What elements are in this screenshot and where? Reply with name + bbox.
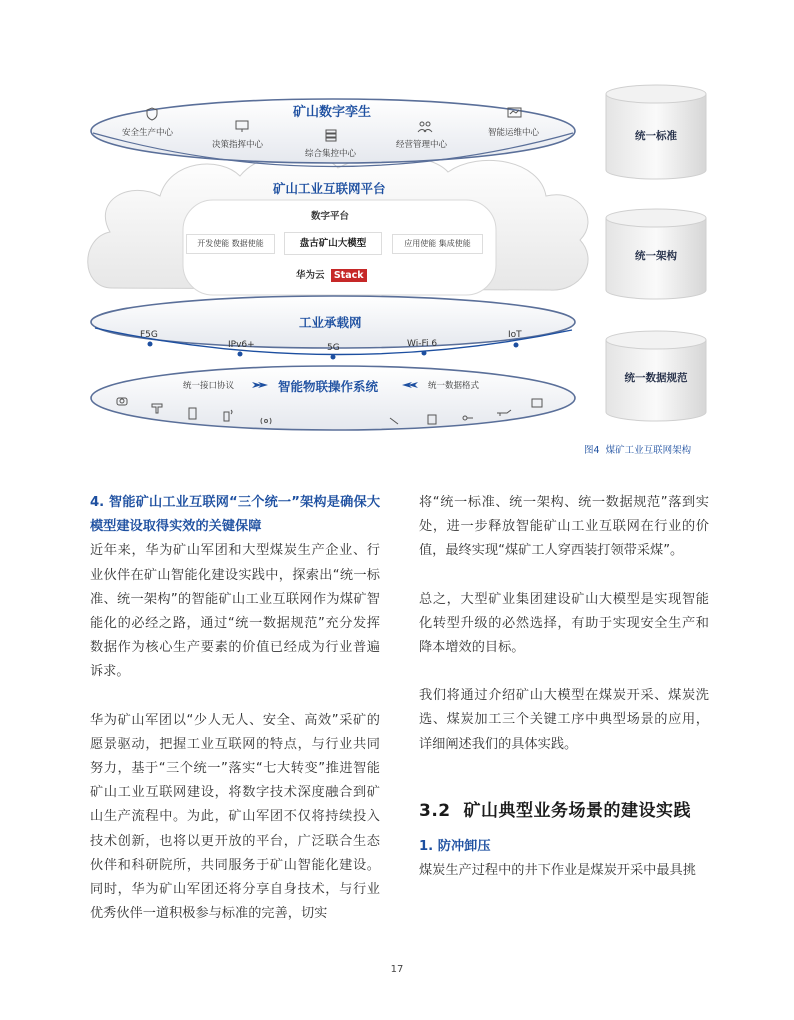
left-column [90,491,380,926]
node-label-5g: 5G [327,343,340,353]
right-column [419,491,709,883]
section-title-3-2: 3.2 矿山典型业务场景的建设实践 [419,800,691,821]
pangu-mining-model-label: 盘古矿山大模型 [299,238,367,249]
huawei-cloud-stack [296,267,367,281]
figure-caption: 图4 煤矿工业互联网架构 [584,445,692,456]
center-business-management: 经营管理中心 [396,140,448,150]
left-paragraph-1: 近年来，华为矿山军团和大型煤炭生产企业、行业伙伴在矿山智能化建设实践中，探索出“统一标准、统一架构”的智能矿山工业互联网作为煤矿智能化的必经之路，通过“统一数据规范”充分发挥数据作为核心生产要素的价值已经成为行业普遍诉求。 [90,543,380,680]
page-number: 17 [390,964,404,975]
f5g-node [148,342,153,347]
section-heading-4: 4. 智能矿山工业互联网“三个统一”架构是确保大模型建设取得实效的关键保障 [90,495,380,535]
iot-os-title: 智能物联操作系统 [278,379,379,394]
left-paragraph-2: 华为矿山军团以“少人无人、安全、高效”采矿的愿景驱动，把握工业互联网的特点，与行业共同努力，基于“三个统一”落实“七大转变”推进智能矿山工业互联网建设，将数字技术深度融合到矿山生产流程中。为此，矿山军团不仅将持续投入技术创新，也将以更开放的平台，广泛联合生态伙伴和科研院所，共同服务于矿山智能化建设。同时，华为矿山军团还将分享自身技术，与行业优秀伙伴一道积极参与标准的完善，切实 [90,712,380,922]
cylinder-label-architecture: 统一架构 [635,250,677,262]
ipv6-node [238,352,243,357]
right-paragraph-3: 我们将通过介绍矿山大模型在煤炭开采、煤炭洗选、煤炭加工三个关键工序中典型场景的应用，详细阐述我们的具体实践。 [419,688,709,752]
node-label-ipv6: IPv6+ [228,340,255,350]
app-integration-enable-label: 应用使能 集成使能 [404,239,471,248]
cylinder-label-standard: 统一标准 [635,130,677,142]
node-label-iot: IoT [508,330,522,340]
center-safety-production: 安全生产中心 [122,128,174,138]
stack-badge: Stack [331,269,367,282]
pangu-mining-model-box [284,232,382,255]
unified-data-format: 统一数据格式 [428,381,480,391]
dev-data-enable-label: 开发使能 数据使能 [197,239,264,248]
dev-data-enable-box [186,234,275,254]
huawei-cloud-label: 华为云 [296,270,325,281]
digital-twin-title: 矿山数字孪生 [293,105,372,120]
right-paragraph-2: 总之，大型矿业集团建设矿山大模型是实现智能化转型升级的必然选择，有助于实现安全生产和降本增效的目标。 [419,591,709,656]
node-label-f5g: F5G [140,330,158,340]
network-title: 工业承载网 [299,315,362,330]
center-decision-command: 决策指挥中心 [212,140,264,150]
node-label-wifi6: Wi-Fi 6 [407,339,438,349]
digital-platform-label: 数字平台 [311,211,350,222]
cylinder-label-data: 统一数据规范 [624,372,688,384]
iot-node [514,343,519,348]
center-integrated-control: 综合集控中心 [305,149,357,159]
5g-node [331,355,336,360]
platform-title: 矿山工业互联网平台 [273,181,386,196]
iot-os-layer [91,366,575,430]
right-paragraph-1: 将“统一标准、统一架构、统一数据规范”落到实处，进一步释放智能矿山工业互联网在行业的价值，最终实现“煤矿工人穿西装打领带采煤”。 [419,495,709,559]
wifi6-node [422,351,427,356]
app-integration-enable-box [392,234,483,254]
right-paragraph-4: 煤炭生产过程中的井下作业是煤炭开采中最具挑 [419,863,696,879]
unified-interface-protocol: 统一接口协议 [183,381,235,391]
sub-heading-1: 1. 防冲卸压 [419,839,491,855]
center-smart-ops: 智能运维中心 [488,128,540,138]
